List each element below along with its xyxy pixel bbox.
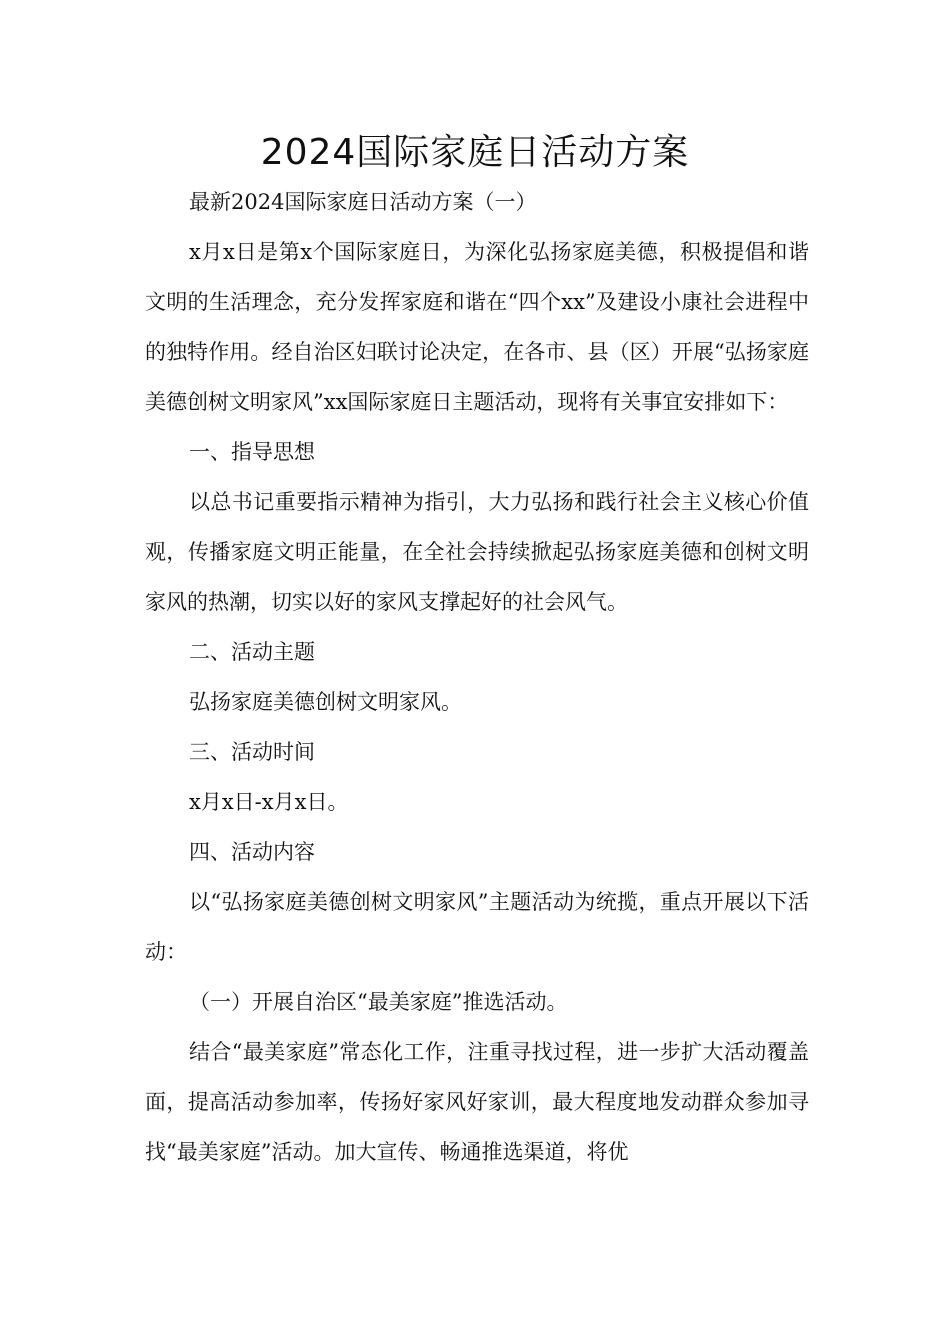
content-intro-paragraph: 以“弘扬家庭美德创树文明家风”主题活动为统揽，重点开展以下活动： xyxy=(145,890,809,964)
section-heading-theme: 二、活动主题 xyxy=(189,640,315,664)
theme-paragraph: 弘扬家庭美德创树文明家风。 xyxy=(189,690,462,714)
subsection-heading-1: （一）开展自治区“最美家庭”推选活动。 xyxy=(189,990,568,1014)
subtitle-paragraph: 最新2024国际家庭日活动方案（一） xyxy=(189,190,537,214)
section-heading-time: 三、活动时间 xyxy=(189,740,315,764)
document-title: 2024国际家庭日活动方案 xyxy=(260,132,690,173)
guiding-thought-paragraph: 以总书记重要指示精神为指引，大力弘扬和践行社会主义核心价值观，传播家庭文明正能量，在全社会持续掀起弘扬家庭美德和创树文明家风的热潮，切实以好的家风支撑起好的社会风气。 xyxy=(145,490,809,614)
section-heading-content: 四、活动内容 xyxy=(189,840,315,864)
intro-paragraph: x月x日是第x个国际家庭日，为深化弘扬家庭美德，积极提倡和谐文明的生活理念，充分发挥家庭和谐在“四个xx”及建设小康社会进程中的独特作用。经自治区妇联讨论决定，在各市、县（区）开展“弘扬家庭美德创树文明家风”xx国际家庭日主题活动，现将有关事宜安排如下： xyxy=(145,240,809,414)
subsection-1-paragraph: 结合“最美家庭”常态化工作，注重寻找过程，进一步扩大活动覆盖面，提高活动参加率，传扬好家风好家训，最大程度地发动群众参加寻找“最美家庭”活动。加大宣传、畅通推选渠道，将优 xyxy=(145,1040,809,1164)
section-heading-guiding-thought: 一、指导思想 xyxy=(189,440,315,464)
document-body xyxy=(145,177,809,1177)
time-paragraph: x月x日-x月x日。 xyxy=(189,790,349,814)
